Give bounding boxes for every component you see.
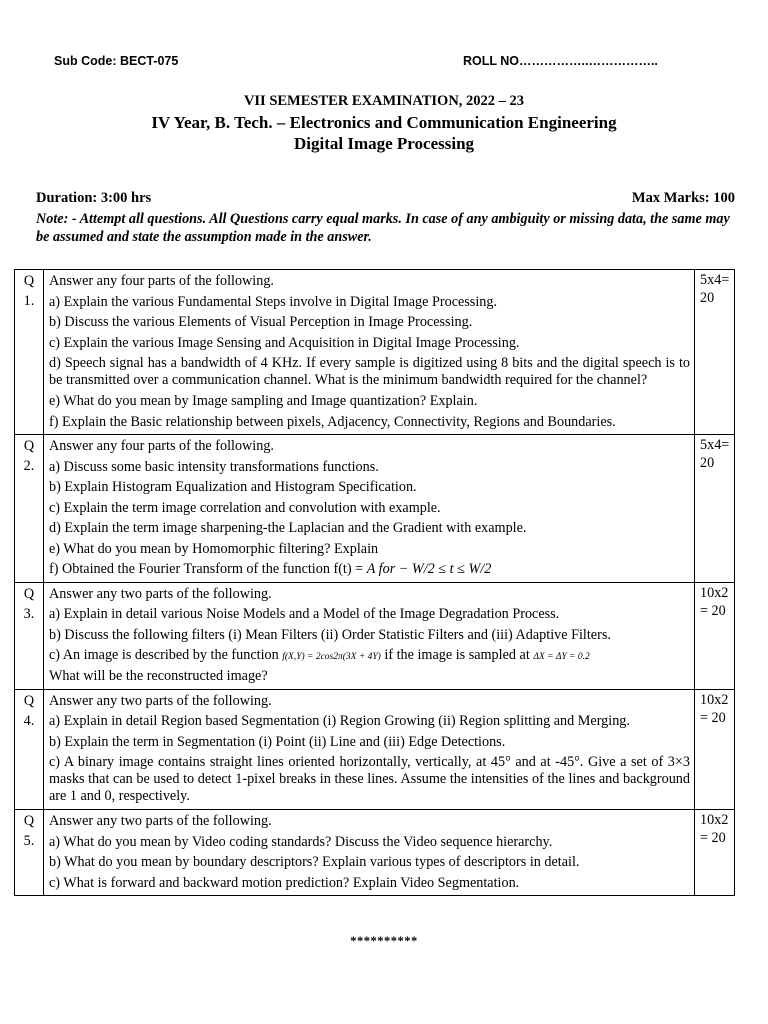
- question-body: [44, 689, 695, 810]
- question-part: a) Explain the various Fundamental Steps involve in Digital Image Processing.: [49, 293, 498, 310]
- question-number: [15, 270, 44, 435]
- question-label: Q: [23, 438, 35, 454]
- question-instruction: Answer any two parts of the following.: [49, 585, 272, 602]
- question-part: d) Speech signal has a bandwidth of 4 KHz. If every sample is digitized using 8 bits and the digital speech is to be transmitted over a communication channel. What is the minimum bandwidth required for the channel?: [49, 355, 690, 388]
- question-marks: [695, 810, 735, 896]
- math-expression: ΔX = ΔY = 0.2: [533, 652, 590, 662]
- question-row-2: [15, 435, 735, 583]
- math-expression: f(X,Y) = 2cos2π(3X + 4Y): [282, 652, 381, 662]
- marks-total: = 20: [700, 602, 726, 619]
- question-number: [15, 689, 44, 810]
- question-number: [15, 582, 44, 689]
- question-instruction: Answer any two parts of the following.: [49, 813, 272, 829]
- question-index: 3.: [23, 605, 35, 622]
- question-part: b) Explain the term in Segmentation (i) Point (ii) Line and (iii) Edge Detections.: [49, 733, 506, 750]
- question-part: c) A binary image contains straight lines oriented horizontally, vertically, at 45° and at -45°. Give a set of 3×3 masks that can be used to detect 1-pixel breaks in these lines. Assume the intensities of the lines and background are 1 and 0, respectively.: [49, 754, 690, 804]
- question-part: b) Discuss the various Elements of Visual Perception in Image Processing.: [49, 314, 473, 330]
- marks-line: 5x4=: [700, 437, 730, 453]
- question-marks: [695, 270, 735, 435]
- question-index: 1.: [23, 293, 35, 309]
- question-label: Q: [23, 273, 35, 289]
- marks-total: = 20: [700, 709, 726, 726]
- semester-title: VII SEMESTER EXAMINATION, 2022 – 23: [243, 93, 525, 109]
- question-marks: [695, 435, 735, 583]
- question-part: b) What do you mean by boundary descriptors? Explain various types of descriptors in detail.: [49, 854, 580, 870]
- question-number: [15, 810, 44, 896]
- question-instruction: Answer any two parts of the following.: [49, 692, 272, 709]
- question-index: 2.: [23, 458, 35, 474]
- part-text: if the image is sampled at: [380, 647, 534, 663]
- question-part: b) Discuss the following filters (i) Mean Filters (ii) Order Statistic Filters and (iii) Adaptive Filters.: [49, 626, 611, 643]
- question-index: 4.: [23, 712, 35, 729]
- marks-line: 5x4=: [700, 272, 730, 288]
- marks-line: 10x2: [700, 812, 729, 828]
- sub-code: Sub Code: BECT-075: [54, 54, 179, 68]
- question-body: [44, 270, 695, 435]
- question-row-4: [15, 689, 735, 810]
- subject-title: Digital Image Processing: [293, 134, 475, 153]
- part-text: c) An image is described by the function: [49, 647, 283, 663]
- marks-total: 20: [700, 455, 715, 471]
- question-marks: [695, 582, 735, 689]
- question-index: 5.: [23, 833, 35, 849]
- question-instruction: Answer any four parts of the following.: [49, 273, 274, 289]
- question-row-1: [15, 270, 735, 435]
- end-of-paper-marker: **********: [350, 934, 418, 948]
- marks-total: 20: [700, 290, 715, 306]
- question-row-3: [15, 582, 735, 689]
- roll-number-field: ROLL NO……………..……………..: [463, 54, 658, 68]
- question-row-5: [15, 810, 735, 896]
- question-body: [44, 582, 695, 689]
- question-body: [44, 810, 695, 896]
- question-part: a) Explain in detail Region based Segmentation (i) Region Growing (ii) Region splitting and Merging.: [49, 713, 630, 729]
- question-marks: [695, 689, 735, 810]
- marks-line: 10x2: [700, 584, 729, 601]
- question-part: d) Explain the term image sharpening-the Laplacian and the Gradient with example.: [49, 520, 527, 536]
- question-body: [44, 435, 695, 583]
- question-label: Q: [23, 813, 35, 829]
- questions-table: [14, 269, 735, 896]
- question-part: e) What do you mean by Homomorphic filtering? Explain: [49, 540, 379, 557]
- question-label: Q: [23, 585, 35, 602]
- question-part: e) What do you mean by Image sampling and Image quantization? Explain.: [49, 393, 478, 409]
- question-part: a) What do you mean by Video coding standards? Discuss the Video sequence hierarchy.: [49, 833, 553, 850]
- math-expression: A for − W/2 ≤ t ≤ W/2: [366, 561, 492, 577]
- question-part: What will be the reconstructed image?: [49, 667, 268, 684]
- question-part: [49, 645, 690, 668]
- question-part: c) What is forward and backward motion prediction? Explain Video Segmentation.: [49, 874, 520, 891]
- question-part: [49, 559, 690, 580]
- question-part: c) Explain the various Image Sensing and Acquisition in Digital Image Processing.: [49, 334, 520, 351]
- max-marks: Max Marks: 100: [631, 190, 735, 206]
- marks-line: 10x2: [700, 691, 729, 708]
- question-part: c) Explain the term image correlation and convolution with example.: [49, 499, 441, 516]
- exam-note: Note: - Attempt all questions. All Questions carry equal marks. In case of any ambiguity or missing data, the same may be assumed and state the assumption made in the answer.: [36, 211, 730, 245]
- question-part: b) Explain Histogram Equalization and Histogram Specification.: [49, 479, 417, 495]
- question-label: Q: [23, 692, 35, 709]
- question-part: a) Explain in detail various Noise Models and a Model of the Image Degradation Process.: [49, 606, 560, 622]
- question-part: a) Discuss some basic intensity transformations functions.: [49, 458, 379, 475]
- question-part: f) Explain the Basic relationship between pixels, Adjacency, Connectivity, Regions and Boundaries.: [49, 413, 616, 430]
- part-text: f) Obtained the Fourier Transform of the function f(t) =: [49, 561, 367, 577]
- year-branch-title: IV Year, B. Tech. – Electronics and Communication Engineering: [151, 113, 617, 132]
- marks-total: = 20: [700, 830, 726, 846]
- duration: Duration: 3:00 hrs: [36, 190, 152, 206]
- question-number: [15, 435, 44, 583]
- question-instruction: Answer any four parts of the following.: [49, 438, 274, 454]
